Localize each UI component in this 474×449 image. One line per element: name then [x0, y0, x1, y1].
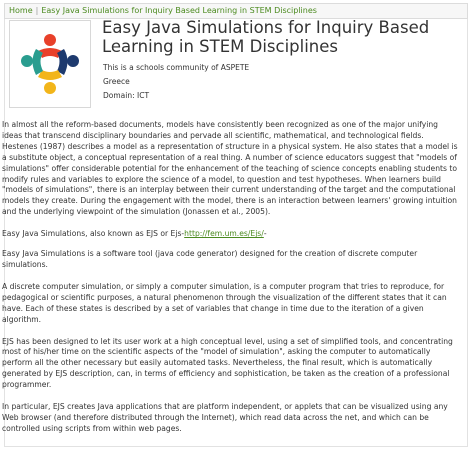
- community-body: [2, 120, 460, 446]
- breadcrumb-current-link[interactable]: Easy Java Simulations for Inquiry Based Learning in STEM Disciplines: [41, 6, 317, 15]
- page-title: Easy Java Simulations for Inquiry Based Learning in STEM Disciplines: [102, 18, 430, 56]
- breadcrumb: [4, 3, 468, 19]
- body-paragraph-ejs-design: EJS has been designed to let its user work at a high conceptual level, using a set of simplified tools, and concentrating most of his/her time on the scientific aspects of the "model of simulation", asking the computer to automatically perform all the other necessary but easily automated tasks. Nevertheless, the final result, which is automatically generated by EJS description, can, in terms of efficiency and sophistication, be taken as the creation of a professional programmer.: [2, 336, 453, 390]
- ejs-intro-text: Easy Java Simulations, also known as EJS or Ejs-: [2, 229, 185, 239]
- community-domain: Domain: ICT: [103, 91, 150, 100]
- ejs-website-link[interactable]: http://fem.um.es/Ejs/: [184, 229, 264, 239]
- community-logo: [9, 20, 91, 108]
- breadcrumb-home-link[interactable]: Home: [9, 6, 33, 15]
- breadcrumb-separator: |: [35, 6, 39, 15]
- body-paragraph-models: In almost all the reform-based documents, models have consistently been recognized as one of the major unifying ideas that transcend disciplinary boundaries and pervade all scientific, mathematical, and technological fields. Hestenes (1987) describes a model as a representation of structure in a physical system. He also states that a model is a substitute object, a conceptual representation of a real thing. A number of science educators suggest that "models of simulations" offer considerable potential for the enhancement of the teaching of science concepts enabling students to modify rules and variables to explore the science of a model, to question and test hypotheses. When learners build "models of simulations", there is an interplay between their current understanding of the target and the computational models they create. During the engagement with the model, there is an interaction between learners' growing intuition and the underlying viewpoint of the simulation (Jonassen et al., 2005).: [2, 120, 458, 217]
- community-description: This is a schools community of ASPETE: [103, 63, 250, 72]
- body-paragraph-ejs-intro: [2, 229, 460, 240]
- community-country: Greece: [103, 77, 130, 86]
- body-paragraph-simulation: A discrete computer simulation, or simply a computer simulation, is a computer program that tries to reproduce, for pedagogical or scientific purposes, a natural phenomenon through the visualization of the different states that it can have. Each of these states is described by a set of variables that change in time due to the iteration of a given algorithm.: [2, 281, 447, 324]
- body-paragraph-ejs-tool: Easy Java Simulations is a software tool (java code generator) designed for the creation of discrete computer simulations.: [2, 249, 418, 269]
- body-paragraph-java-apps: In particular, EJS creates Java applications that are platform independent, or applets that can be visualized using any Web browser (and therefore distributed through the Internet), which read data across the net, and which can be controlled using scripts from within web pages.: [2, 402, 448, 433]
- ejs-intro-suffix: -: [263, 229, 267, 239]
- people-circle-logo-icon: [18, 31, 82, 97]
